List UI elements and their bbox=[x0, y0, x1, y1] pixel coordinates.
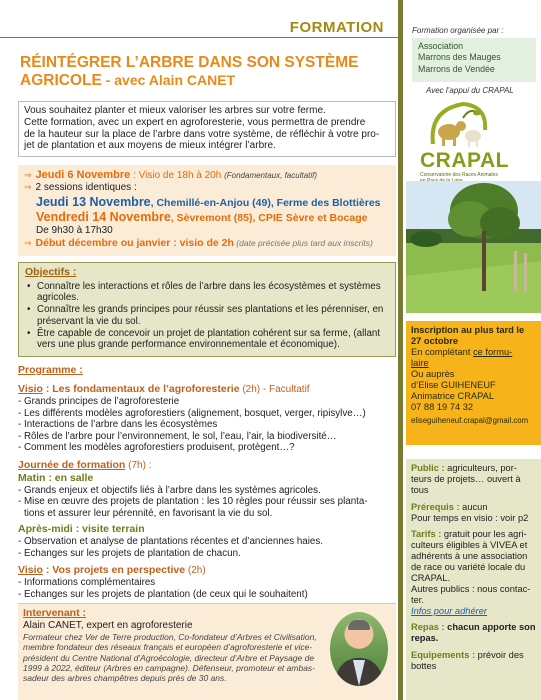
visio2-label: Visio bbox=[18, 564, 43, 577]
session-hours: De 9h30 à 17h30 bbox=[36, 225, 113, 237]
date-row-final-visio bbox=[24, 237, 390, 250]
inscription-form-link[interactable]: ce formu- bbox=[473, 346, 513, 357]
visio-title: : Les fondamentaux de l’agroforesterie bbox=[42, 382, 240, 395]
intro-box bbox=[18, 101, 396, 157]
public-label: Public : bbox=[411, 463, 445, 473]
objectives-title: Objectifs : bbox=[25, 266, 77, 278]
membership-link[interactable]: Infos pour adhérer bbox=[411, 605, 487, 616]
list-item: - Grands enjeux et objectifs liés à l’arbre dans les systèmes agricoles. bbox=[18, 484, 321, 496]
bio-line: Formateur chez Ver de Terre production, Co-fondateur d’Arbres et Civilisation, bbox=[23, 631, 317, 642]
organizer-item: Association bbox=[418, 41, 463, 51]
bio-line: président du Centre National d’Agroécologie, directeur d’Arbre et Paysage de bbox=[23, 652, 315, 663]
bio-line: sadeur des arbres champêtres depuis près de 30 ans. bbox=[23, 673, 227, 684]
bio-line: membre fondateur des réseaux français et européen d’agroforesterie et vice- bbox=[23, 642, 313, 653]
speaker-photo-hair bbox=[348, 620, 370, 630]
programme-section bbox=[18, 364, 396, 601]
visio2-heading bbox=[18, 564, 396, 577]
formation-header-bar bbox=[0, 18, 398, 38]
bio-line: 1999 à 2022, éditeur (Arbres en campagne). Défenseur, promoteur et ambas- bbox=[23, 663, 316, 674]
organizers-label: Formation organisée par : bbox=[412, 26, 504, 35]
list-item: - Les différents modèles agroforestiers (alignement, bosquet, verger, ripisylve…) bbox=[18, 407, 366, 419]
speaker-box bbox=[18, 603, 396, 700]
list-item: - Interactions de l’arbre dans les écosystèmes bbox=[18, 419, 218, 431]
final-visio: Début décembre ou janvier : visio de 2h bbox=[35, 237, 234, 250]
list-item: - Grands principes de l’agroforesterie bbox=[18, 395, 180, 407]
visio-heading bbox=[18, 383, 396, 396]
intro-line: Cette formation, avec un expert en agroforesterie, vous permettra de prendre bbox=[24, 116, 366, 128]
tarifs-text-2: Autres publics : nous contac-ter. bbox=[411, 583, 531, 605]
organizers-box bbox=[412, 38, 536, 82]
title-byline: - avec Alain CANET bbox=[101, 71, 236, 88]
dates-box bbox=[18, 165, 396, 256]
arrow-icon: ⇒ bbox=[24, 238, 32, 249]
tarifs-text: gratuit pour les agri-culteurs éligibles à VIVEA et adhérents à une association de race ou variété locale du CRAPAL. bbox=[411, 529, 528, 583]
title-agricole: AGRICOLE bbox=[20, 71, 102, 89]
organizer-item: Marrons des Mauges bbox=[418, 52, 501, 63]
practical-info-box bbox=[406, 459, 541, 700]
equipements-label: Equipements : bbox=[411, 650, 476, 661]
support-label: Avec l’appui du CRAPAL bbox=[426, 86, 514, 95]
info-equipements bbox=[411, 650, 536, 672]
list-item: tions et assurer leur pérennité, en favorisant la vie du sol. bbox=[24, 507, 273, 519]
objectives-list bbox=[25, 281, 389, 351]
visio2-tail: (2h) bbox=[185, 565, 206, 577]
intro-line: jet de plantation et aux moyens de mieux intégrer l’arbre. bbox=[24, 140, 276, 152]
inscription-contact: Ou auprès bbox=[411, 368, 455, 379]
sessions-label: 2 sessions identiques : bbox=[35, 182, 137, 194]
inscription-contact-name: d’Elise GUIHENEUF bbox=[411, 379, 496, 390]
date-row-sessions bbox=[24, 182, 390, 194]
prereq-text: aucun bbox=[459, 501, 488, 512]
session-1-date: Jeudi 13 Novembre bbox=[36, 194, 151, 209]
right-column bbox=[403, 0, 541, 700]
crapal-logo-icon bbox=[423, 96, 493, 156]
list-item: - Observation et analyse de plantations récentes et d’anciennes haies. bbox=[18, 536, 323, 548]
repas-text: chacun apporte son repas. bbox=[411, 622, 536, 644]
speaker-photo bbox=[330, 612, 388, 686]
info-public bbox=[411, 463, 536, 496]
page-title bbox=[20, 54, 390, 90]
objectives-box bbox=[18, 262, 396, 357]
orchard-photo bbox=[406, 181, 541, 313]
list-item: • Être capable de concevoir un projet de plantation cohérent sur sa ferme, (allant vers une plus grande performance environnementale et économique). bbox=[25, 328, 389, 351]
journee-heading bbox=[18, 459, 396, 472]
title-line-2 bbox=[20, 72, 390, 90]
list-item: - Echanges sur les projets de plantation de chacun. bbox=[18, 547, 241, 559]
final-visio-note: (date précisée plus tard aux inscrits) bbox=[233, 238, 373, 249]
session-2 bbox=[24, 210, 390, 225]
prereq-text-2: Pour temps en visio : voir p2 bbox=[411, 512, 529, 523]
arrow-icon: ⇒ bbox=[24, 182, 32, 193]
visio2-title: : Vos projets en perspective bbox=[42, 564, 186, 577]
arrow-icon: ⇒ bbox=[24, 170, 32, 180]
intro-line: de la hauteur sur la place de l’arbre dans votre système, de réfléchir à votre pro- bbox=[24, 128, 380, 140]
list-item: - Mise en œuvre des projets de plantation : les 10 règles pour réussir ses planta- bbox=[18, 496, 368, 508]
tarifs-label: Tarifs : bbox=[411, 529, 442, 540]
formation-label: FORMATION bbox=[289, 19, 384, 36]
journee-tail: (7h) : bbox=[125, 459, 152, 471]
session-1-place: , Chemillé-en-Anjou (49), Ferme des Blottières bbox=[150, 196, 381, 209]
date-row-visio bbox=[24, 169, 390, 182]
repas-label: Repas : bbox=[411, 622, 445, 633]
apres-midi-title: Après-midi : visite terrain bbox=[18, 523, 145, 536]
session-2-place: , Sèvremont (85), CPIE Sèvre et Bocage bbox=[170, 211, 368, 224]
crapal-logo-tagline: Conservatoire des Races Animales bbox=[420, 172, 498, 178]
crapal-logo-text: CRAPAL bbox=[420, 149, 509, 172]
visio-label: Visio bbox=[18, 382, 43, 395]
list-item: • Connaître les interactions et rôles de l’arbre dans les écosystèmes et systèmes agricoles. bbox=[25, 281, 389, 304]
inscription-box bbox=[406, 321, 541, 445]
inscription-form-text: En complétant bbox=[411, 346, 474, 357]
inscription-email[interactable]: eliseguiheneuf.crapal@gmail.com bbox=[411, 415, 529, 425]
speaker-title: Intervenant : bbox=[23, 607, 87, 619]
inscription-form-line bbox=[411, 347, 536, 358]
title-line-1: RÉINTÉGRER L’ARBRE DANS SON SYSTÈME bbox=[20, 54, 359, 71]
intro-line: Vous souhaitez planter et mieux valoriser les arbres sur votre ferme. bbox=[24, 105, 326, 116]
equipements-text: prévoir des bottes bbox=[411, 650, 524, 671]
info-tarifs bbox=[411, 529, 536, 616]
session-2-date: Vendredi 14 Novembre bbox=[36, 209, 171, 224]
list-item: • Connaître les grands principes pour réussir ses plantations et les pérenniser, en préservant la vie du sol. bbox=[25, 304, 389, 327]
inscription-contact-role: Animatrice CRAPAL bbox=[411, 390, 495, 401]
session-1 bbox=[24, 195, 390, 210]
info-prereq bbox=[411, 502, 536, 524]
date-visio-rest: : Visio de 18h à 20h bbox=[130, 170, 225, 181]
programme-title: Programme : bbox=[18, 364, 83, 376]
list-item: - Rôles de l’arbre pour l’environnement, le sol, l’eau, l’air, la biodiversité… bbox=[18, 430, 337, 442]
organizer-item: Marrons de Vendée bbox=[418, 63, 495, 74]
public-text: agriculteurs, por-teurs de projets… ouvert à tous bbox=[411, 463, 521, 495]
list-item: - Comment les modèles agroforestiers produisent, protègent…? bbox=[18, 442, 295, 454]
list-item: - Echanges sur les projets de plantation (de ceux qui le souhaitent) bbox=[18, 588, 308, 600]
inscription-phone: 07 88 19 74 32 bbox=[411, 401, 474, 412]
info-repas bbox=[411, 622, 536, 644]
visio-tail: (2h) - Facultatif bbox=[239, 383, 310, 395]
inscription-date: 27 octobre bbox=[411, 335, 459, 346]
prereq-label: Prérequis : bbox=[411, 501, 460, 512]
date-visio-note: (Fondamentaux, facultatif) bbox=[224, 171, 318, 180]
matin-title: Matin : en salle bbox=[18, 471, 94, 484]
inscription-form-link-cont[interactable]: laire bbox=[411, 357, 429, 368]
inscription-deadline: Inscription au plus tard le bbox=[411, 325, 525, 335]
speaker-bio bbox=[23, 632, 323, 684]
date-visio: Jeudi 6 Novembre bbox=[35, 169, 131, 181]
list-item: - Informations complémentaires bbox=[18, 577, 156, 589]
journee-title: Journée de formation bbox=[18, 458, 126, 471]
speaker-name: Alain CANET, expert en agroforesterie bbox=[23, 619, 193, 631]
